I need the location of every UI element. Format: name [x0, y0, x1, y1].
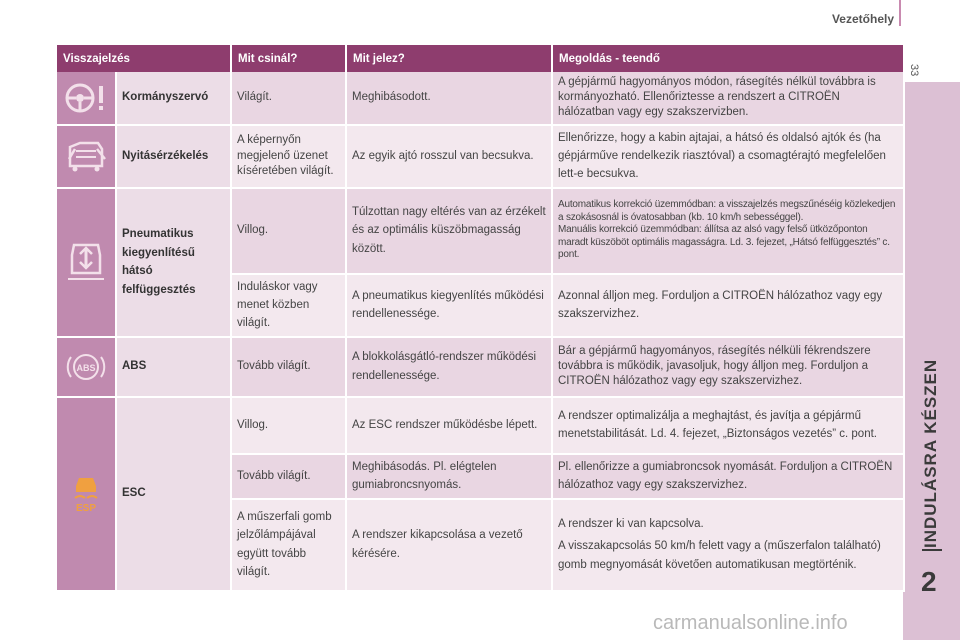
- indicator-solution: Ellenőrizze, hogy a kabin ajtajai, a hátsó és oldalsó ajtók és (ha gépjárműve rendelkezik riasztóval) a csomagtérajtó megfelelően lett-e becsukva.: [552, 125, 904, 188]
- indicator-name: Kormányszervó: [116, 72, 231, 125]
- col-header-meaning: Mit jelez?: [346, 45, 552, 72]
- col-header-action: Mit csinál?: [231, 45, 346, 72]
- table-row: [57, 397, 904, 454]
- solution-paragraph: Automatikus korrekció üzemmódban: a visszajelzés megszűnéséig közlekedjen a szokásosnál is óvatosabban (kb. 10 km/h sebességgel).: [558, 199, 896, 223]
- watermark: carmanualsonline.info: [653, 612, 848, 634]
- indicator-name: Nyitásérzékelés: [116, 125, 231, 188]
- indicator-action: Világít.: [231, 72, 346, 125]
- indicator-action: Tovább világít.: [231, 454, 346, 499]
- indicator-solution: A gépjármű hagyományos módon, rásegítés nélkül továbbra is kormányozható. Ellenőriztesse a rendszert a CITROËN hálózatban vagy egy szakszervizben.: [552, 72, 904, 125]
- table-header-row: [57, 45, 904, 72]
- indicator-solution: [552, 499, 904, 591]
- indicator-meaning: Az egyik ajtó rosszul van becsukva.: [346, 125, 552, 188]
- steering-warning-icon: [57, 81, 115, 115]
- page-section-title: Vezetőhely: [831, 12, 894, 26]
- indicator-meaning: A blokkolásgátló-rendszer működési rendellenessége.: [346, 337, 552, 397]
- indicator-name: ABS: [116, 337, 231, 397]
- indicator-action: Induláskor vagy menet közben világít.: [231, 274, 346, 337]
- chapter-title: INDULÁSRA KÉSZEN: [921, 358, 940, 548]
- table-row: [57, 337, 904, 397]
- indicator-solution: A rendszer optimalizálja a meghajtást, és javítja a gépjármű menetstabilitását. Ld. 4. fejezet, „Biztonságos vezetés” c. pont.: [552, 397, 904, 454]
- indicator-meaning: Túlzottan nagy eltérés van az érzékelt és az optimális küszöbmagasság között.: [346, 188, 552, 274]
- solution-paragraph: A visszakapcsolás 50 km/h felett vagy a (műszerfalon található) gomb megnyomását követően automatikusan megtörténik.: [558, 540, 881, 571]
- table-row: [57, 72, 904, 125]
- abs-icon-label: ABS: [76, 362, 96, 373]
- indicator-meaning: A pneumatikus kiegyenlítés működési rendellenessége.: [346, 274, 552, 337]
- suspension-icon: [57, 239, 115, 285]
- indicator-meaning: Meghibásodott.: [346, 72, 552, 125]
- door-open-icon: [57, 139, 115, 173]
- esc-icon-label: ESP: [75, 502, 97, 514]
- indicator-name: Pneumatikus kiegyenlítésű hátsó felfüggesztés: [116, 188, 231, 337]
- col-header-solution: Megoldás - teendő: [552, 45, 904, 72]
- abs-icon: [57, 350, 115, 384]
- chapter-divider: [922, 549, 942, 551]
- header-accent-bar: [899, 0, 901, 26]
- solution-paragraph: A rendszer ki van kapcsolva.: [558, 518, 704, 531]
- table-row: [57, 125, 904, 188]
- esc-icon: [57, 474, 115, 514]
- indicator-solution: Bár a gépjármű hagyományos, rásegítés nélküli fékrendszere továbbra is működik, javasoljuk, hogy álljon meg. Forduljon a CITROËN hálózathoz vagy egy szakszervizhez.: [552, 337, 904, 397]
- col-header-indicator: Visszajelzés: [57, 45, 231, 72]
- indicator-action: Villog.: [231, 188, 346, 274]
- indicator-action: A képernyőn megjelenő üzenet kíséretében világít.: [231, 125, 346, 188]
- indicator-action: Villog.: [231, 397, 346, 454]
- indicator-solution: [552, 188, 904, 274]
- indicator-meaning: Az ESC rendszer működésbe lépett.: [346, 397, 552, 454]
- indicator-action: A műszerfali gomb jelzőlámpájával együtt tovább világít.: [231, 499, 346, 591]
- page-number: 33: [908, 64, 920, 77]
- indicator-meaning: Meghibásodás. Pl. elégtelen gumiabroncsnyomás.: [346, 454, 552, 499]
- warning-lights-table: [57, 45, 905, 592]
- indicator-solution: Azonnal álljon meg. Forduljon a CITROËN hálózathoz vagy egy szakszervizhez.: [552, 274, 904, 337]
- indicator-name: ESC: [116, 397, 231, 591]
- indicator-solution: Pl. ellenőrizze a gumiabroncsok nyomását. Forduljon a CITROËN hálózathoz vagy egy szakszervizhez.: [552, 454, 904, 499]
- chapter-number: 2: [921, 566, 937, 597]
- indicator-meaning: A rendszer kikapcsolása a vezető kérésére.: [346, 499, 552, 591]
- table-row: [57, 188, 904, 274]
- solution-paragraph: Manuális korrekció üzemmódban: állítsa az alsó vagy felső ütközőponton maradt küszöböt optimális magasságra. Ld. 3. fejezet, „Hátsó felfüggesztés” c. pont.: [558, 224, 890, 261]
- indicator-action: Tovább világít.: [231, 337, 346, 397]
